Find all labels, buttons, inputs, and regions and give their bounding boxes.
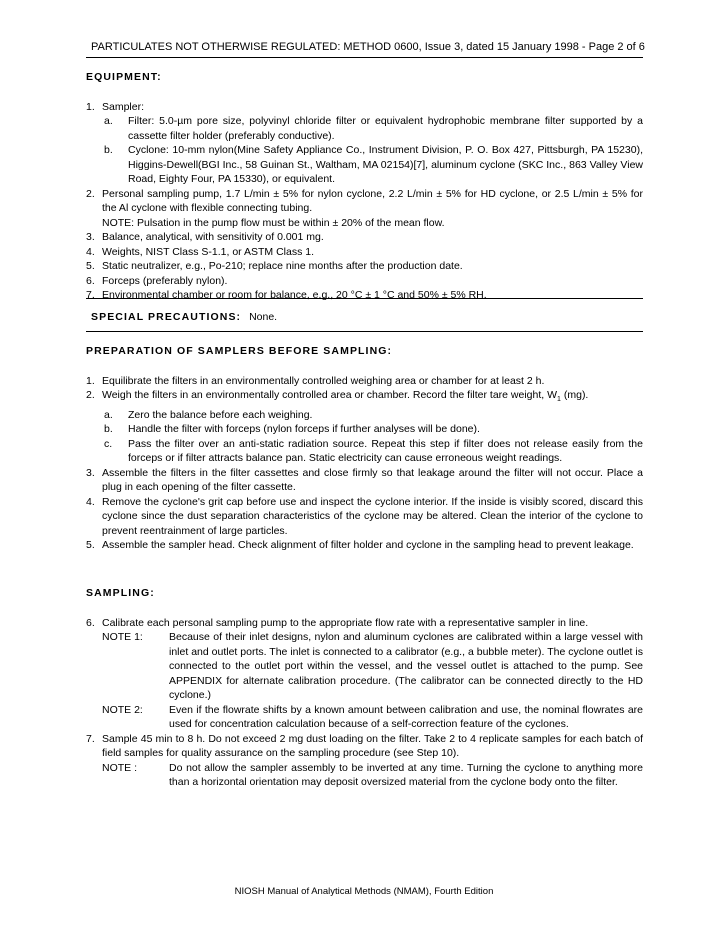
list-item <box>86 495 643 539</box>
item-number: 7. <box>86 732 95 745</box>
item-text: Personal sampling pump, 1.7 L/min ± 5% for nylon cyclone, 2.2 L/min ± 5% for HD cyclone, or 2.5 L/min ± 5% for the Al cyclone with flexible connecting tubing. <box>102 187 643 214</box>
special-precautions-text: None. <box>249 311 278 323</box>
item-text: Balance, analytical, with sensitivity of 0.001 mg. <box>102 231 324 243</box>
item-number: 2. <box>86 187 95 200</box>
page-header: PARTICULATES NOT OTHERWISE REGULATED: METHOD 0600, Issue 3, dated 15 January 1998 - Page 2 of 6 <box>86 40 643 58</box>
item-text: Sampler: <box>102 100 145 113</box>
note-label: NOTE : <box>102 761 138 774</box>
sub-item-letter: b. <box>104 423 113 436</box>
sub-item <box>102 114 643 143</box>
item-text: Equilibrate the filters in an environmentally controlled weighing area or chamber for at least 2 h. <box>102 374 545 387</box>
equipment-list <box>86 100 643 303</box>
item-text-tail: (mg). <box>560 389 589 401</box>
section-divider <box>86 298 643 299</box>
item-number: 7. <box>86 289 95 301</box>
list-item <box>86 616 643 732</box>
sampling-section <box>86 586 643 790</box>
item-number: 5. <box>86 260 95 272</box>
subscript: 1 <box>557 396 561 404</box>
item-number: 5. <box>86 539 95 552</box>
sub-item-letter: a. <box>104 408 113 421</box>
sampling-title: SAMPLING: <box>86 587 155 599</box>
list-item <box>86 259 643 274</box>
item-note: NOTE: Pulsation in the pump flow must be within ± 20% of the mean flow. <box>102 216 445 229</box>
item-number: 2. <box>86 389 95 401</box>
item-text: Remove the cyclone's grit cap before use and inspect the cyclone interior. If the inside is visibly scored, discard this cyclone since the dust separation characteristics of the cyclone may be altered. Clean the interior of the cyclone to prevent reentrainment of large particles. <box>102 495 643 537</box>
list-item <box>86 100 643 187</box>
item-text: Forceps (preferably nylon). <box>102 274 228 287</box>
note-block <box>102 703 643 732</box>
item-text: Weigh the filters in an environmentally controlled area or chamber. Record the filter tare weight, W <box>102 389 558 401</box>
special-precautions-title: SPECIAL PRECAUTIONS: <box>91 311 242 323</box>
list-item <box>86 466 643 495</box>
item-text: Assemble the filters in the filter cassettes and close firmly so that leakage around the filter will not occur. Place a plug in each opening of the filter cassette. <box>102 466 643 494</box>
special-precautions-section <box>86 310 643 325</box>
sub-item-letter: a. <box>104 115 113 127</box>
item-number: 3. <box>86 466 95 479</box>
sub-item-text: Zero the balance before each weighing. <box>128 408 313 421</box>
list-item <box>86 388 643 466</box>
sub-item-text: Pass the filter over an anti-static radiation source. Repeat this step if filter does not release easily from the forceps or if filter attracts balance pan. Static electricity can cause erroneous weight readings. <box>128 437 643 465</box>
list-item <box>86 187 643 231</box>
list-item <box>86 374 643 389</box>
note-text: Because of their inlet designs, nylon and aluminum cyclones are calibrated within a large vessel with inlet and outlet ports. The inlet is connected to a calibrator (e.g., a bubble meter). The cyclone outlet is connected to the outlet port within the vessel, and the vessel outlet is attached to the pump. See APPENDIX for alternate calibration procedure. (The calibrator can be connected directly to the HD cyclone.) <box>169 631 643 701</box>
item-number: 4. <box>86 495 95 508</box>
equipment-section <box>86 70 643 303</box>
sub-item-text: Cyclone: 10-mm nylon(Mine Safety Appliance Co., Instrument Division, P. O. Box 427, Pittsburgh, PA 15230), Higgins-Dewell(BGI Inc., 58 Guinan St., Waltham, MA 02154)[7], aluminum cyclone (SKC Inc., 863 Valley View Road, Eighty Four, PA 15330), or equivalent. <box>128 144 643 185</box>
preparation-list <box>86 374 643 553</box>
item-text: Static neutralizer, e.g., Po-210; replace nine months after the production date. <box>102 260 463 272</box>
note-text: Do not allow the sampler assembly to be inverted at any time. Turning the cyclone to anything more than a horizontal orientation may deposit oversized material from the cyclone body onto the filter. <box>169 761 643 788</box>
item-text: Assemble the sampler head. Check alignment of filter holder and cyclone in the sampling head to prevent leakage. <box>102 539 634 552</box>
equipment-title: EQUIPMENT: <box>86 71 162 83</box>
item-number: 6. <box>86 274 95 287</box>
sub-item <box>102 143 643 187</box>
sub-item-letter: b. <box>104 144 113 156</box>
preparation-section <box>86 344 643 553</box>
item-number: 4. <box>86 245 95 258</box>
item-text: Weights, NIST Class S-1.1, or ASTM Class 1. <box>102 245 315 258</box>
item-text: Environmental chamber or room for balance, e.g., 20 °C ± 1 °C and 50% ± 5% RH. <box>102 289 487 301</box>
section-divider <box>86 331 643 332</box>
item-text: Sample 45 min to 8 h. Do not exceed 2 mg dust loading on the filter. Take 2 to 4 replicate samples for each batch of field samples for quality assurance on the sampling procedure (see Step 10). <box>102 732 643 759</box>
sub-item <box>102 408 643 423</box>
page-footer: NIOSH Manual of Analytical Methods (NMAM), Fourth Edition <box>234 886 494 897</box>
note-block <box>102 761 643 790</box>
list-item <box>86 230 643 245</box>
list-item <box>86 245 643 260</box>
item-number: 3. <box>86 231 95 243</box>
sampling-list <box>86 616 643 790</box>
list-item <box>86 288 643 303</box>
list-item <box>86 274 643 289</box>
item-text: Calibrate each personal sampling pump to the appropriate flow rate with a representative sampler in line. <box>102 616 589 629</box>
sub-item-text: Handle the filter with forceps (nylon forceps if further analyses will be done). <box>128 423 480 436</box>
item-number: 1. <box>86 100 95 113</box>
note-label: NOTE 1: <box>102 631 143 643</box>
list-item <box>86 538 643 553</box>
item-number: 6. <box>86 616 95 629</box>
sub-item-text: Filter: 5.0-µm pore size, polyvinyl chloride filter or equivalent hydrophobic membrane filter supported by a cassette filter holder (preferably conductive). <box>128 115 643 142</box>
sub-item <box>102 422 643 437</box>
note-block <box>102 630 643 703</box>
note-label: NOTE 2: <box>102 703 143 716</box>
list-item <box>86 732 643 790</box>
item-number: 1. <box>86 374 95 387</box>
note-text: Even if the flowrate shifts by a known amount between calibration and use, the nominal flowrates are used for concentration calculation because of a self-correction feature of the cyclones. <box>169 703 643 730</box>
preparation-title: PREPARATION OF SAMPLERS BEFORE SAMPLING: <box>86 345 393 357</box>
sub-item <box>102 437 643 466</box>
sub-item-letter: c. <box>104 437 113 450</box>
